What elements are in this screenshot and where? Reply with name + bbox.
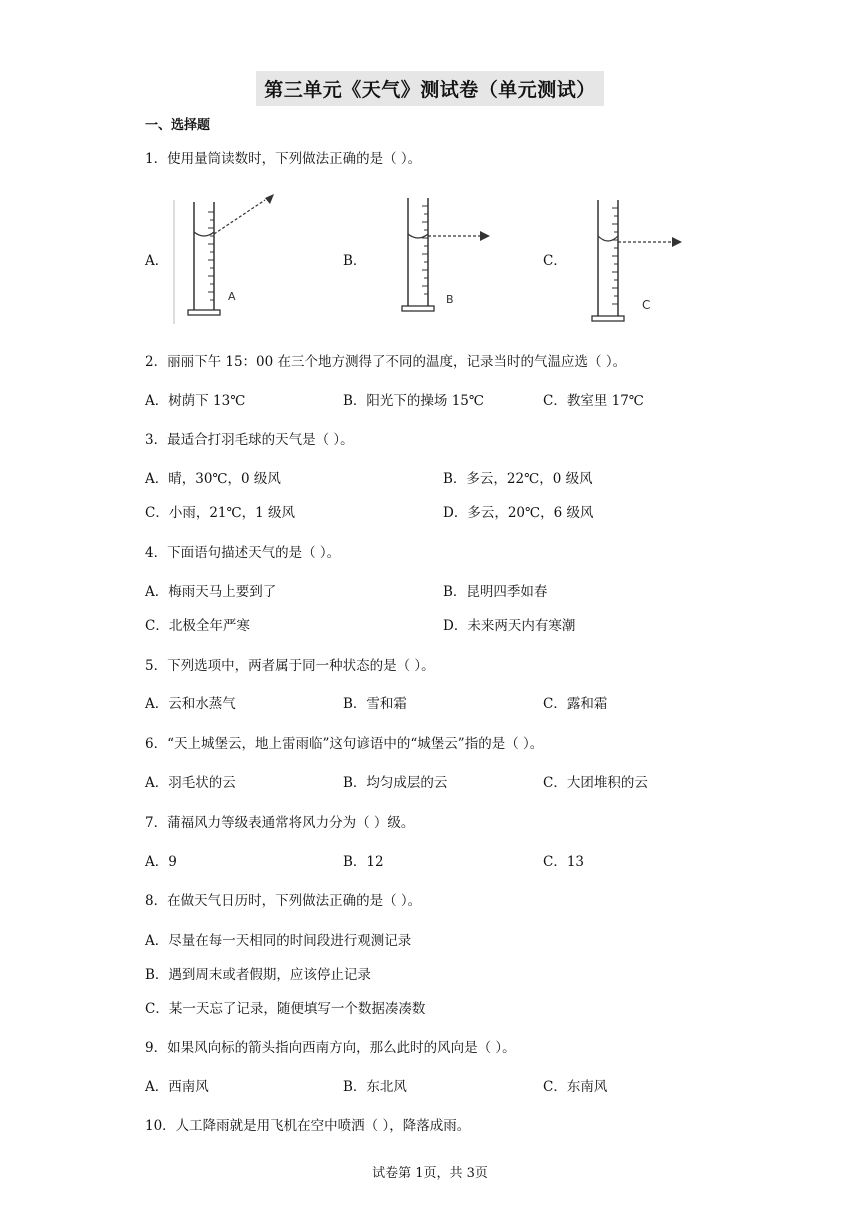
cylinder-b-tag: B: [446, 293, 454, 306]
question-2-option-c: C．教室里 17℃: [543, 393, 644, 409]
question-5-option-a: A．云和水蒸气: [145, 696, 236, 712]
question-6-option-b: B．均匀成层的云: [343, 775, 448, 791]
question-8-option-c: C．某一天忘了记录，随便填写一个数据凑凑数: [145, 1001, 426, 1017]
question-4-option-c: C．北极全年严寒: [145, 618, 250, 634]
question-1-option-b-label: B．: [343, 253, 367, 269]
graduated-cylinder-a-figure: [170, 188, 290, 330]
question-4-stem: 4．下面语句描述天气的是（ ）。: [145, 545, 341, 561]
question-4-option-b: B．昆明四季如春: [443, 584, 548, 600]
question-4-option-d: D．未来两天内有寒潮: [443, 618, 576, 634]
cylinder-c-tag: C: [642, 298, 651, 312]
page-title: 第三单元《天气》测试卷（单元测试）: [256, 71, 604, 106]
question-4-option-a: A．梅雨天马上要到了: [145, 584, 277, 600]
question-3-stem: 3．最适合打羽毛球的天气是（ ）。: [145, 432, 354, 448]
question-9-option-b: B．东北风: [343, 1079, 407, 1095]
cylinder-a-tag: A: [228, 290, 236, 303]
question-9-option-a: A．西南风: [145, 1079, 209, 1095]
question-2-option-b: B．阳光下的操场 15℃: [343, 393, 484, 409]
question-5-stem: 5．下列选项中，两者属于同一种状态的是（ ）。: [145, 658, 435, 674]
graduated-cylinder-c-figure: [588, 192, 698, 330]
question-6-stem: 6．“天上城堡云，地上雷雨临”这句谚语中的“城堡云”指的是（ ）。: [145, 736, 544, 752]
question-7-option-b: B．12: [343, 854, 384, 870]
question-7-stem: 7．蒲福风力等级表通常将风力分为（ ）级。: [145, 815, 415, 831]
question-10-stem: 10．人工降雨就是用飞机在空中喷洒（ ），降落成雨。: [145, 1118, 471, 1134]
question-3-option-c: C．小雨，21℃，1 级风: [145, 505, 295, 521]
question-5-option-c: C．露和霜: [543, 696, 608, 712]
question-3-option-b: B．多云，22℃，0 级风: [443, 471, 593, 487]
question-1-option-a-label: A．: [145, 253, 169, 269]
question-6-option-a: A．羽毛状的云: [145, 775, 236, 791]
question-7-option-c: C．13: [543, 854, 585, 870]
question-7-option-a: A．9: [145, 854, 177, 870]
question-1-stem: 1．使用量筒读数时，下列做法正确的是（ ）。: [145, 151, 422, 167]
section-heading: 一、选择题: [145, 118, 211, 133]
question-3-option-d: D．多云，20℃，6 级风: [443, 505, 594, 521]
question-8-option-b: B．遇到周末或者假期，应该停止记录: [145, 967, 371, 983]
question-2-stem: 2．丽丽下午 15：00 在三个地方测得了不同的温度，记录当时的气温应选（ ）。: [145, 354, 627, 370]
question-8-option-a: A．尽量在每一天相同的时间段进行观测记录: [145, 933, 412, 949]
question-8-stem: 8．在做天气日历时，下列做法正确的是（ ）。: [145, 893, 422, 909]
question-3-option-a: A．晴，30℃，0 级风: [145, 471, 281, 487]
graduated-cylinder-b-figure: [398, 188, 518, 330]
question-1-option-c-label: C．: [543, 253, 567, 269]
question-6-option-c: C．大团堆积的云: [543, 775, 648, 791]
page-footer: 试卷第 1页，共 3页: [372, 1166, 488, 1181]
question-2-option-a: A．树荫下 13℃: [145, 393, 246, 409]
question-9-option-c: C．东南风: [543, 1079, 608, 1095]
question-9-stem: 9．如果风向标的箭头指向西南方向，那么此时的风向是（ ）。: [145, 1040, 516, 1056]
question-5-option-b: B．雪和霜: [343, 696, 407, 712]
